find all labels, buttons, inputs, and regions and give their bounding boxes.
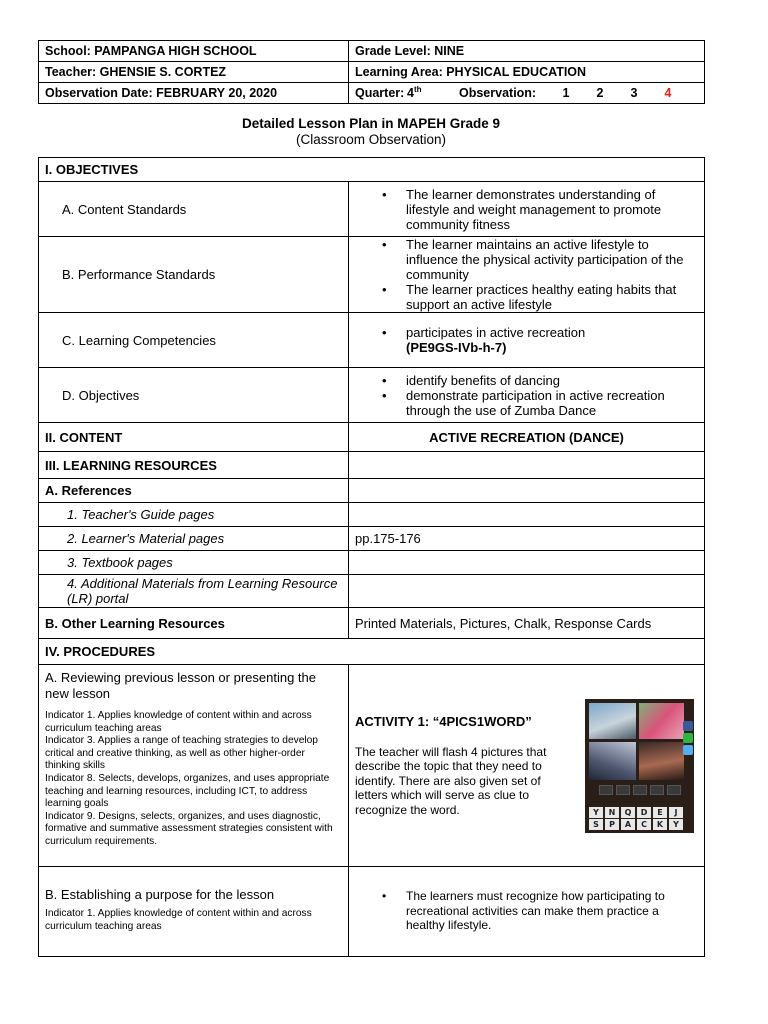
observation-date-cell: Observation Date: FEBRUARY 20, 2020 (39, 83, 349, 104)
document-title (38, 116, 704, 147)
learning-competencies-label: C. Learning Competencies (39, 313, 349, 368)
answer-slot (667, 785, 681, 795)
learning-area-cell: Learning Area: PHYSICAL EDUCATION (349, 62, 705, 83)
content-standards-value (349, 182, 705, 237)
learners-material-value: pp.175-176 (349, 527, 705, 551)
competency-code: (PE9GS-IVb-h-7) (406, 340, 507, 355)
answer-slot (650, 785, 664, 795)
references-heading: A. References (39, 479, 349, 503)
letter-tile: Q (621, 807, 635, 818)
content-heading: II. CONTENT (39, 423, 349, 452)
letter-tile: A (621, 819, 635, 830)
activity-description: The teacher will flash 4 pictures that describe the topic that they need to identify. There are also given set of letters which will serve as clue to recognize the word. (355, 744, 547, 817)
activity-title: ACTIVITY 1: “4PICS1WORD” (355, 713, 532, 729)
answer-slot (616, 785, 630, 795)
twitter-icon (683, 745, 693, 755)
answer-slot (633, 785, 647, 795)
letter-tile: C (637, 819, 651, 830)
indicator-text: Indicator 8. Selects, develops, organizes, and uses appropriate teaching and learning resources, including ICT, to address learning goals (45, 772, 330, 810)
title-sub: (Classroom Observation) (295, 132, 447, 147)
grade-level-cell: Grade Level: NINE (349, 41, 705, 62)
procedure-b-value (349, 867, 705, 957)
list-item: • identify benefits of dancing (406, 373, 698, 388)
empty-cell (349, 575, 705, 608)
answer-slots (590, 785, 689, 795)
letter-tile: Y (589, 807, 603, 818)
letter-tile: K (653, 819, 667, 830)
learning-competencies-value (349, 313, 705, 368)
list-item: • participates in active recreation (PE9GS-IVb-h-7) (406, 325, 698, 355)
teachers-guide-label: 1. Teacher's Guide pages (39, 503, 349, 527)
procedure-a-value (349, 665, 705, 867)
learning-resources-heading: III. LEARNING RESOURCES (39, 452, 349, 479)
picture-tile (589, 703, 636, 739)
indicator-text: Indicator 9. Designs, selects, organizes, and uses diagnostic, formative and summative assessment strategies consistent with curriculum requirements. (45, 810, 333, 847)
procedure-a-label-cell (39, 665, 349, 867)
letter-tile: P (605, 819, 619, 830)
performance-standards-label: B. Performance Standards (39, 237, 349, 313)
empty-cell (349, 479, 705, 503)
content-value: ACTIVE RECREATION (DANCE) (349, 423, 705, 452)
procedures-heading: IV. PROCEDURES (39, 639, 705, 665)
letter-tile: J (669, 807, 683, 818)
lesson-plan-table (38, 157, 705, 957)
empty-cell (349, 452, 705, 479)
objectives-heading: I. OBJECTIVES (39, 158, 705, 182)
whatsapp-icon (683, 733, 693, 743)
procedure-b-label: B. Establishing a purpose for the lesson (45, 887, 275, 902)
indicator-text: Indicator 1. Applies knowledge of content within and across curriculum teaching areas (45, 908, 312, 932)
letter-tile: N (605, 807, 619, 818)
list-item: • The learner demonstrates understanding of lifestyle and weight management to promote community fitness (406, 187, 698, 232)
observation-number: 3 (630, 86, 638, 100)
quarter-cell (349, 83, 705, 104)
objectives-value (349, 368, 705, 423)
four-pics-one-word-image (585, 699, 694, 833)
picture-tile (639, 742, 684, 780)
picture-tile (589, 742, 636, 780)
quarter-value: 4th (407, 85, 422, 101)
observation-number: 2 (596, 86, 604, 100)
additional-materials-label: 4. Additional Materials from Learning Resource (LR) portal (39, 575, 349, 608)
empty-cell (349, 503, 705, 527)
textbook-label: 3. Textbook pages (39, 551, 349, 575)
other-resources-value: Printed Materials, Pictures, Chalk, Response Cards (349, 608, 705, 639)
learners-material-label: 2. Learner's Material pages (39, 527, 349, 551)
letter-tile: E (653, 807, 667, 818)
letter-tile: D (637, 807, 651, 818)
observation-label: Observation: (459, 86, 537, 100)
content-standards-label: A. Content Standards (39, 182, 349, 237)
header-table (38, 40, 705, 104)
share-icons (683, 721, 693, 755)
letter-tile: Y (669, 819, 683, 830)
answer-slot (599, 785, 613, 795)
other-resources-label: B. Other Learning Resources (39, 608, 349, 639)
list-item: • The learner maintains an active lifestyle to influence the physical activity participation of the community (406, 237, 698, 282)
letter-tile: S (589, 819, 603, 830)
empty-cell (349, 551, 705, 575)
objectives-label: D. Objectives (39, 368, 349, 423)
procedure-a-label: A. Reviewing previous lesson or presenting the new lesson (45, 670, 316, 701)
list-item: • The learner practices healthy eating habits that support an active lifestyle (406, 282, 698, 312)
teacher-cell: Teacher: GHENSIE S. CORTEZ (39, 62, 349, 83)
letter-tiles (589, 807, 683, 830)
list-item: • The learners must recognize how participating to recreational activities can make them practice a healthy lifestyle. (406, 889, 698, 933)
indicator-text: Indicator 1. Applies knowledge of content within and across curriculum teaching areas (45, 710, 312, 734)
procedure-b-label-cell (39, 867, 349, 957)
list-item: • demonstrate participation in active recreation through the use of Zumba Dance (406, 388, 698, 418)
observation-number: 1 (562, 86, 570, 100)
picture-tile (639, 703, 684, 739)
performance-standards-value (349, 237, 705, 313)
title-main: Detailed Lesson Plan in MAPEH Grade 9 (241, 116, 501, 131)
observation-number-active: 4 (664, 86, 672, 100)
indicator-text: Indicator 3. Applies a range of teaching strategies to develop critical and creative thinking, as well as other higher-order thinking skills (45, 735, 318, 772)
quarter-label: Quarter: (355, 86, 405, 100)
school-cell: School: PAMPANGA HIGH SCHOOL (39, 41, 349, 62)
facebook-icon (683, 721, 693, 731)
